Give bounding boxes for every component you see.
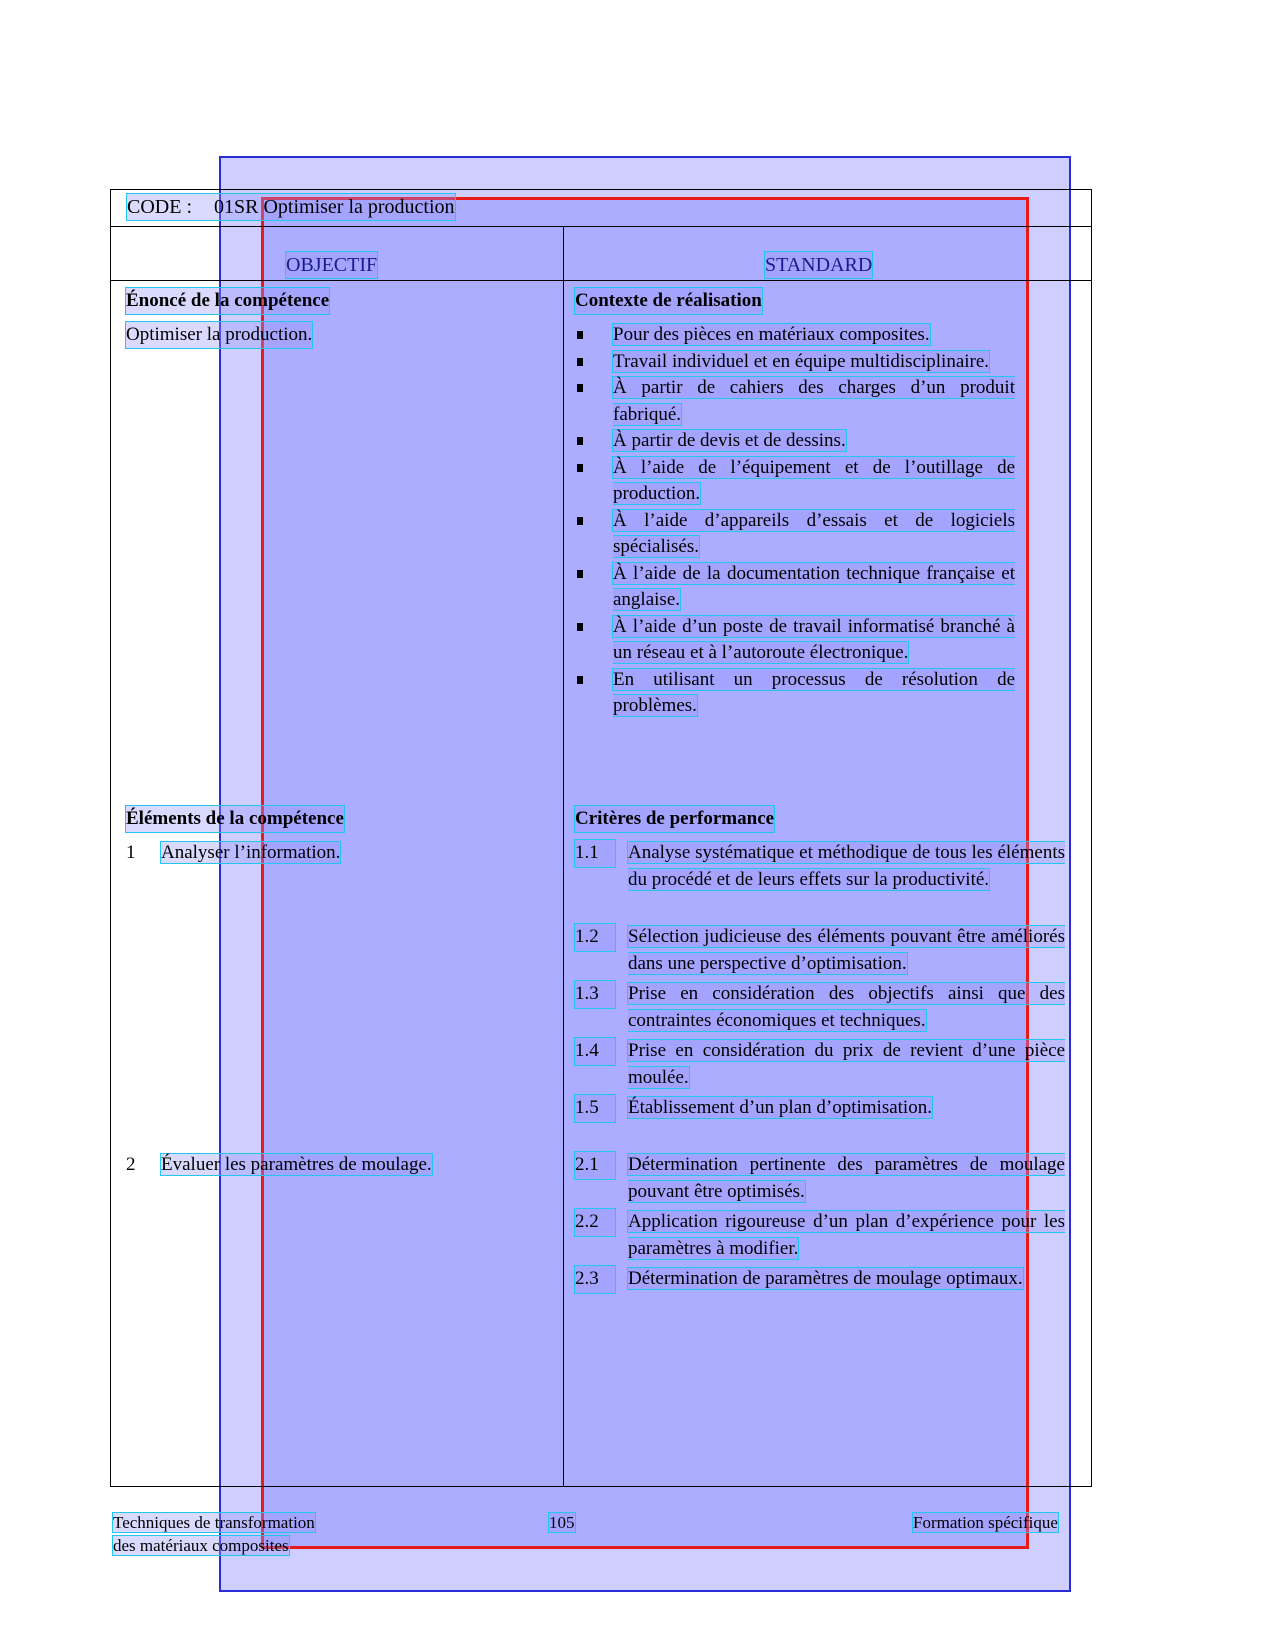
criterion-2-1 xyxy=(575,1152,1065,1205)
element-number: 2 xyxy=(126,1154,136,1175)
bullet-icon xyxy=(577,437,583,445)
bullet-icon xyxy=(577,517,583,525)
criterion-1-2 xyxy=(575,924,1065,977)
criterion-2-3 xyxy=(575,1266,1065,1293)
criterion-text: Détermination de paramètres de moulage optimaux. xyxy=(628,1268,1023,1289)
bullet-icon xyxy=(577,676,583,684)
footer-program xyxy=(113,1511,315,1557)
code-value: 01SR xyxy=(214,196,259,218)
criterion-number: 1.2 xyxy=(575,924,615,951)
code-line xyxy=(127,194,455,220)
list-item: À partir de devis et de dessins. xyxy=(575,428,1015,455)
criterion-2-2 xyxy=(575,1209,1065,1262)
criterion-text: Établissement d’un plan d’optimisation. xyxy=(628,1097,932,1118)
enonce-text: Optimiser la production. xyxy=(126,322,312,348)
bullet-icon xyxy=(577,570,583,578)
bullet-icon xyxy=(577,464,583,472)
list-item: En utilisant un processus de résolution de problèmes. xyxy=(575,667,1015,720)
element-1 xyxy=(126,840,340,866)
page-number: 105 xyxy=(549,1513,575,1532)
criterion-text: Analyse systématique et méthodique de tous les éléments du procédé et de leurs effets sur la productivité. xyxy=(628,842,1065,890)
criterion-1-4 xyxy=(575,1038,1065,1091)
footer-section: Formation spécifique xyxy=(913,1513,1058,1532)
element-number: 1 xyxy=(126,842,136,863)
objective-column-header: OBJECTIF xyxy=(286,254,378,276)
contexte-list xyxy=(575,322,1015,720)
column-divider xyxy=(563,226,564,1487)
list-item: À l’aide de la documentation technique française et anglaise. xyxy=(575,561,1015,614)
criterion-text: Sélection judicieuse des éléments pouvant être améliorés dans une perspective d’optimisation. xyxy=(628,926,1065,974)
element-label: Analyser l’information. xyxy=(161,842,341,863)
contexte-heading: Contexte de réalisation xyxy=(575,288,762,314)
criterion-1-3 xyxy=(575,981,1065,1034)
list-item: Pour des pièces en matériaux composites. xyxy=(575,322,1015,349)
code-label: CODE : xyxy=(127,196,192,218)
element-2 xyxy=(126,1152,432,1178)
column-header-divider xyxy=(110,280,1092,281)
list-item: À partir de cahiers des charges d’un produit fabriqué. xyxy=(575,375,1015,428)
standard-column-header: STANDARD xyxy=(765,254,873,276)
header-divider xyxy=(110,226,1092,227)
list-item: À l’aide de l’équipement et de l’outillage de production. xyxy=(575,455,1015,508)
list-item: À l’aide d’appareils d’essais et de logiciels spécialisés. xyxy=(575,508,1015,561)
element-label: Évaluer les paramètres de moulage. xyxy=(161,1154,432,1175)
criterion-text: Prise en considération des objectifs ainsi que des contraintes économiques et techniques. xyxy=(628,983,1065,1031)
bullet-icon xyxy=(577,384,583,392)
criterion-number: 1.4 xyxy=(575,1038,615,1065)
list-item: À l’aide d’un poste de travail informatisé branché à un réseau et à l’autoroute électronique. xyxy=(575,614,1015,667)
criterion-text: Application rigoureuse d’un plan d’expérience pour les paramètres à modifier. xyxy=(628,1211,1065,1259)
criterion-number: 2.3 xyxy=(575,1266,615,1293)
footer-program-line1: Techniques de transformation xyxy=(113,1513,315,1532)
criterion-1-1 xyxy=(575,840,1065,893)
criterion-number: 1.5 xyxy=(575,1095,615,1122)
footer-program-line2: des matériaux composites xyxy=(113,1536,289,1555)
bullet-icon xyxy=(577,358,583,366)
criteria-heading: Critères de performance xyxy=(575,806,774,832)
criterion-number: 2.2 xyxy=(575,1209,615,1236)
competency-title: Optimiser la production xyxy=(263,196,455,218)
bullet-icon xyxy=(577,623,583,631)
criterion-1-5 xyxy=(575,1095,1065,1122)
criterion-text: Détermination pertinente des paramètres de moulage pouvant être optimisés. xyxy=(628,1154,1065,1202)
elements-heading: Éléments de la compétence xyxy=(126,806,344,832)
enonce-heading: Énoncé de la compétence xyxy=(126,288,329,314)
criterion-number: 1.3 xyxy=(575,981,615,1008)
criterion-text: Prise en considération du prix de revient d’une pièce moulée. xyxy=(628,1040,1065,1088)
criterion-number: 2.1 xyxy=(575,1152,615,1179)
list-item: Travail individuel et en équipe multidisciplinaire. xyxy=(575,349,1015,376)
criterion-number: 1.1 xyxy=(575,840,615,867)
bullet-icon xyxy=(577,331,583,339)
